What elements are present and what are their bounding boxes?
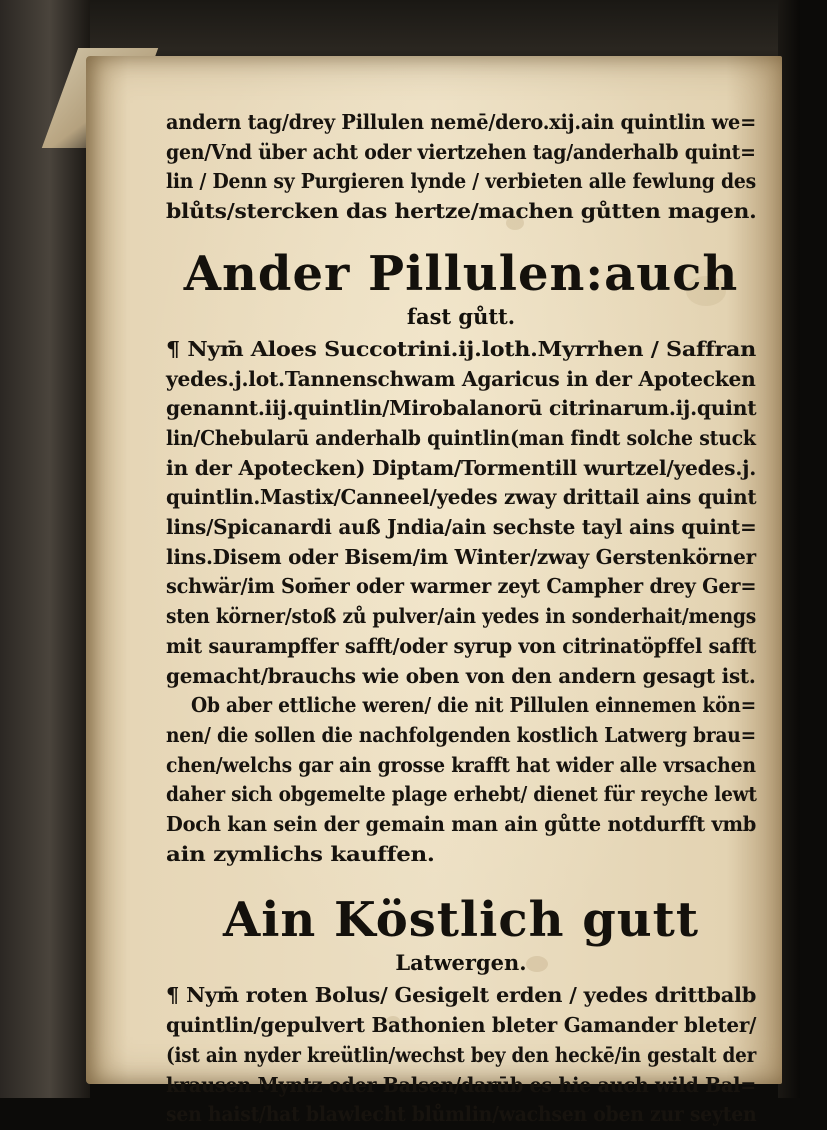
text-line: quintlin/gepulvert Bathonien bleter Gamander bleter/ bbox=[166, 1013, 757, 1038]
paragraph-recipe-pills bbox=[166, 335, 756, 870]
text-line: genannt.iij.quintlin/Mirobalanorū citrinarum.ij.quint bbox=[166, 396, 757, 421]
text-line: Doch kan sein der gemain man ain gůtte notdurfft vmb bbox=[166, 812, 757, 837]
text-line: blůts/stercken das hertze/machen gůtten magen. bbox=[166, 199, 757, 224]
text-line: krausen Myntz oder Balsen/darūb es hie auch wild Bal= bbox=[166, 1072, 757, 1097]
book-page bbox=[86, 56, 782, 1127]
text-line: yedes.j.lot.Tannenschwam Agaricus in der Apotecken bbox=[166, 366, 756, 391]
text-line: gemacht/brauchs wie oben von den andern gesagt ist. bbox=[166, 663, 756, 688]
text-line: schwär/im Som̄er oder warmer zeyt Campher drey Ger= bbox=[166, 574, 757, 599]
paragraph-intro bbox=[166, 108, 756, 227]
section-subheading: Latwergen. bbox=[395, 950, 527, 976]
text-line: ain zymlichs kauffen. bbox=[166, 841, 435, 866]
section-subheading: fast gůtt. bbox=[406, 303, 516, 329]
text-line: in der Apotecken) Diptam/Tormentill wurtzel/yedes.j. bbox=[166, 455, 757, 480]
text-line: lin/Chebularū anderhalb quintlin(man findt solche stuck bbox=[166, 425, 756, 450]
text-line: lin / Denn sy Purgieren lynde / verbieten alle fewlung des bbox=[166, 169, 756, 194]
paragraph-recipe-latwerg bbox=[166, 981, 756, 1130]
text-line: lins.Disem oder Bisem/im Winter/zway Gerstenkörner bbox=[166, 544, 756, 569]
section-heading-ander-pillulen: Ander Pillulen:auch bbox=[183, 245, 739, 302]
text-line: lins/Spicanardi auß Jndia/ain sechste tayl ains quint= bbox=[166, 515, 757, 540]
page-text bbox=[166, 108, 756, 1130]
text-line: mit saurampffer safft/oder syrup von citrinatöpffel safft bbox=[166, 633, 757, 658]
text-line: ¶ Nym̄ Aloes Succotrini.ij.loth.Myrrhen / Saffran bbox=[166, 336, 757, 361]
text-line: sen haist/hat blawlecht blůmlin/wachsen oben zur seyten bbox=[166, 1102, 757, 1127]
scanner-bed-left bbox=[0, 0, 90, 1098]
text-line: daher sich obgemelte plage erhebt/ dienet für reyche lewt bbox=[166, 782, 757, 807]
text-line: andern tag/drey Pillulen nemē/dero.xij.ain quintlin we= bbox=[166, 110, 757, 134]
text-line: (ist ain nyder kreütlin/wechst bey den heckē/in gestalt der bbox=[166, 1042, 757, 1067]
text-line: gen/Vnd über acht oder viertzehen tag/anderhalb quint= bbox=[166, 139, 756, 164]
text-line: ¶ Nym̄ roten Bolus/ Gesigelt erden / yedes drittbalb bbox=[166, 983, 757, 1008]
section-heading-koestlich: Ain Köstlich gutt bbox=[222, 892, 700, 949]
text-line: sten körner/stoß zů pulver/ain yedes in sonderhait/mengs bbox=[166, 604, 756, 629]
text-line: chen/welchs gar ain grosse krafft hat wider alle vrsachen bbox=[166, 752, 756, 777]
text-line: nen/ die sollen die nachfolgenden kostlich Latwerg brau= bbox=[166, 722, 756, 747]
text-line: quintlin.Mastix/Canneel/yedes zway drittail ains quint bbox=[166, 485, 757, 510]
text-line: Ob aber ettliche weren/ die nit Pillulen einnemen kön= bbox=[166, 693, 756, 718]
